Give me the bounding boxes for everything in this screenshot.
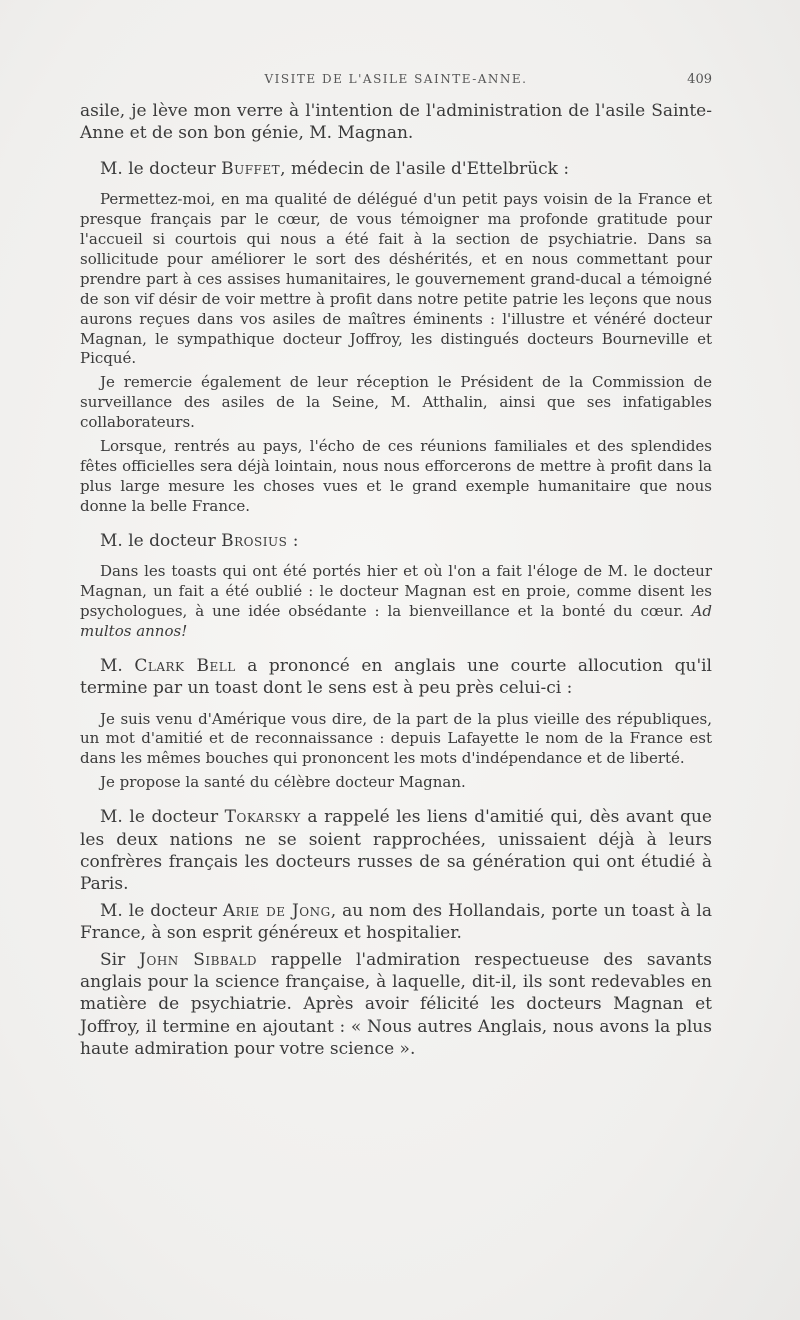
paragraph-11	[80, 806, 712, 896]
paragraph-13	[80, 949, 712, 1061]
text-run: a rappelé les liens d'amitié qui, dès avant que les deux nations ne se soient rapprochées, unissaient déjà à leurs confrères français les docteurs russes de sa génération qui ont étudié à Paris.	[80, 807, 712, 895]
running-title: VISITE DE L'ASILE SAINTE-ANNE.	[264, 72, 528, 86]
latin-phrase: Ad multos annos!	[80, 601, 712, 640]
page-number: 409	[687, 72, 712, 87]
page-body	[80, 100, 712, 1061]
person-name: Arie de Jong	[222, 900, 331, 921]
text-run: Sir	[100, 949, 140, 970]
paragraph-12	[80, 900, 712, 945]
text-run: M.	[100, 655, 135, 676]
paragraph-10	[80, 773, 712, 793]
text-run: Dans les toasts qui ont été portés hier et où l'on a fait l'éloge de M. le docteur Magnan, un fait a été oublié : le docteur Magnan est en proie, comme disent les psychologues, à une idée obsédante : la bienveillance et la bonté du cœur.	[80, 562, 712, 620]
text-run: M. le docteur	[100, 900, 223, 921]
person-name: Brosius	[221, 530, 288, 551]
paragraph-8	[80, 655, 712, 700]
paragraph-7	[80, 562, 712, 642]
paragraph-9	[80, 710, 712, 770]
text-run: M. le docteur	[100, 807, 225, 828]
paragraph-5	[80, 437, 712, 517]
page-header	[80, 72, 712, 92]
paragraph-2	[80, 158, 712, 180]
paragraph-4	[80, 373, 712, 433]
paragraph-3	[80, 190, 712, 369]
person-name: Tokarsky	[224, 807, 301, 828]
text-run: M. le docteur	[100, 158, 222, 179]
text-run: asile, je lève mon verre à l'intention de l'administration de l'asile Sainte-Anne et de son bon génie, M. Magnan.	[80, 101, 712, 144]
text-run: a prononcé en anglais une courte allocution qu'il termine par un toast dont le sens est à peu près celui-ci :	[80, 655, 712, 699]
text-run: Lorsque, rentrés au pays, l'écho de ces réunions familiales et des splendides fêtes officielles sera déjà lointain, nous nous efforcerons de mettre à profit dans la plus large mesure les choses vues et le grand exemple humanitaire que nous donne la belle France.	[80, 437, 712, 515]
text-run: Permettez-moi, en ma qualité de délégué d'un petit pays voisin de la France et presque français par le cœur, de vous témoigner ma profonde gratitude pour l'accueil si courtois qui nous a été fait à la section de psychiatrie. Dans sa sollicitude pour améliorer le sort des déshérités, et en nous commettant pour prendre part à ces assises humanitaires, le gouvernement grand-ducal a témoigné de son vif désir de voir mettre à profit dans notre petite patrie les leçons que nous aurons reçues dans vos asiles de maîtres éminents : l'illustre et vénéré docteur Magnan, le sympathique docteur Joffroy, les distingués docteurs Bourneville et Picqué.	[80, 190, 712, 368]
text-run: Je propose la santé du célèbre docteur Magnan.	[100, 773, 466, 792]
paragraph-1	[80, 100, 712, 145]
text-run: Je suis venu d'Amérique vous dire, de la part de la plus vieille des républiques, un mot d'amitié et de reconnaissance : depuis Lafayette le nom de la France est dans les mêmes bouches qui prononcent les mots d'indépendance et de liberté.	[80, 709, 712, 768]
text-run: M. le docteur	[100, 530, 222, 551]
text-run: rappelle l'admiration respectueuse des savants anglais pour la science française, à laquelle, dit-il, ils sont redevables en matière de psychiatrie. Après avoir félicité les docteurs Magnan et Joffroy, il termine en ajoutant : « Nous autres Anglais, nous avons la plus haute admiration pour votre science ».	[80, 949, 712, 1060]
text-run: :	[287, 530, 299, 551]
person-name: John Sibbald	[139, 949, 258, 970]
person-name: Buffet	[221, 158, 281, 179]
person-name: Clark Bell	[134, 655, 236, 676]
text-run: , médecin de l'asile d'Ettelbrück :	[280, 158, 570, 179]
paragraph-6	[80, 530, 712, 552]
text-run: Je remercie également de leur réception le Président de la Commission de surveillance des asiles de la Seine, M. Atthalin, ainsi que ses infatigables collaborateurs.	[80, 373, 712, 432]
text-run: , au nom des Hollandais, porte un toast à la France, à son esprit généreux et hospitalier.	[80, 900, 712, 944]
